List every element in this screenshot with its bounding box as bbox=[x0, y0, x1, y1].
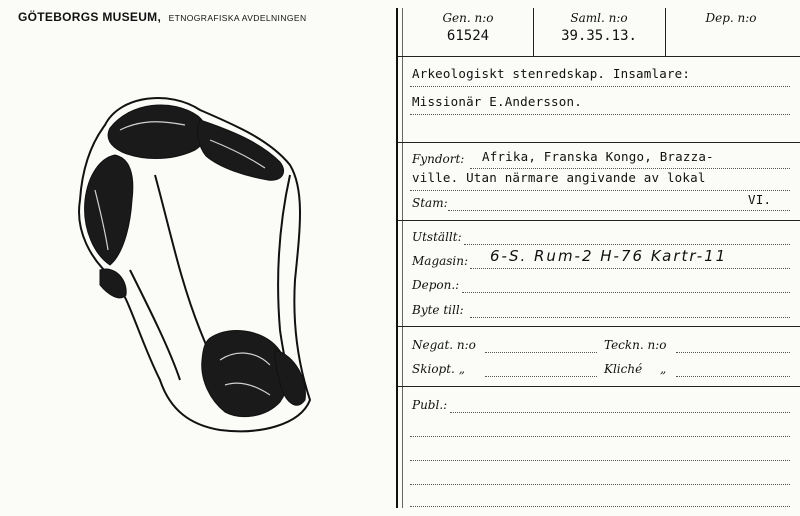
magasin-value: 6-S. Rum-2 H-76 Kartr-11 bbox=[490, 247, 728, 265]
fyndort-line-1: Afrika, Franska Kongo, Brazza- bbox=[482, 149, 714, 164]
publ-label: Publ.: bbox=[412, 398, 448, 412]
dep-no-cell bbox=[666, 8, 796, 56]
department-name: ETNOGRAFISKA AVDELNINGEN bbox=[168, 13, 307, 23]
section-rule bbox=[398, 326, 800, 327]
description-line-2: Missionär E.Andersson. bbox=[412, 94, 582, 109]
dotted-line bbox=[676, 376, 790, 377]
dotted-line bbox=[410, 86, 790, 87]
artifact-drawing bbox=[60, 80, 350, 440]
saml-no-label: Saml. n:o bbox=[570, 11, 628, 25]
fyndort-line-3: VI. bbox=[748, 192, 772, 207]
dotted-line bbox=[410, 436, 790, 437]
dotted-line bbox=[485, 376, 597, 377]
description-line-1: Arkeologiskt stenredskap. Insamlare: bbox=[412, 66, 691, 81]
kliche-label: Kliché bbox=[604, 362, 643, 376]
section-rule bbox=[398, 220, 800, 221]
dotted-line bbox=[410, 506, 790, 507]
gen-no-value: 61524 bbox=[446, 28, 490, 44]
fyndort-line-2: ville. Utan närmare angivande av lokal bbox=[412, 170, 706, 185]
dotted-line bbox=[462, 292, 790, 293]
dotted-line bbox=[410, 484, 790, 485]
museum-header bbox=[18, 8, 306, 26]
dotted-line bbox=[448, 210, 790, 211]
dotted-line bbox=[470, 317, 790, 318]
dep-no-label: Dep. n:o bbox=[705, 11, 757, 25]
kliche-mark: „ bbox=[660, 362, 667, 376]
skiopt-label: Skiopt. „ bbox=[412, 362, 465, 376]
dotted-line bbox=[410, 114, 790, 115]
gen-no-cell bbox=[404, 8, 532, 56]
museum-name: GÖTEBORGS MUSEUM, bbox=[18, 10, 162, 24]
section-rule bbox=[398, 386, 800, 387]
utstallt-label: Utställt: bbox=[412, 230, 462, 244]
negat-label: Negat. n:o bbox=[412, 338, 476, 352]
depon-label: Depon.: bbox=[412, 278, 460, 292]
saml-no-value: 39.35.13. bbox=[561, 28, 637, 44]
magasin-label: Magasin: bbox=[412, 254, 469, 268]
dotted-line bbox=[464, 244, 790, 245]
dotted-line bbox=[410, 460, 790, 461]
dotted-line bbox=[470, 268, 790, 269]
header-rule bbox=[398, 56, 800, 57]
dotted-line bbox=[410, 190, 790, 191]
card-divider-inner bbox=[402, 8, 403, 508]
dotted-line bbox=[676, 352, 790, 353]
stam-label: Stam: bbox=[412, 196, 448, 210]
dotted-line bbox=[470, 168, 790, 169]
teckn-label: Teckn. n:o bbox=[604, 338, 667, 352]
gen-no-label: Gen. n:o bbox=[442, 11, 494, 25]
card-divider bbox=[396, 8, 398, 508]
section-rule bbox=[398, 142, 800, 143]
dotted-line bbox=[485, 352, 597, 353]
fyndort-label: Fyndort: bbox=[412, 152, 465, 166]
saml-no-cell bbox=[534, 8, 664, 56]
byte-till-label: Byte till: bbox=[412, 303, 464, 317]
dotted-line bbox=[450, 412, 790, 413]
